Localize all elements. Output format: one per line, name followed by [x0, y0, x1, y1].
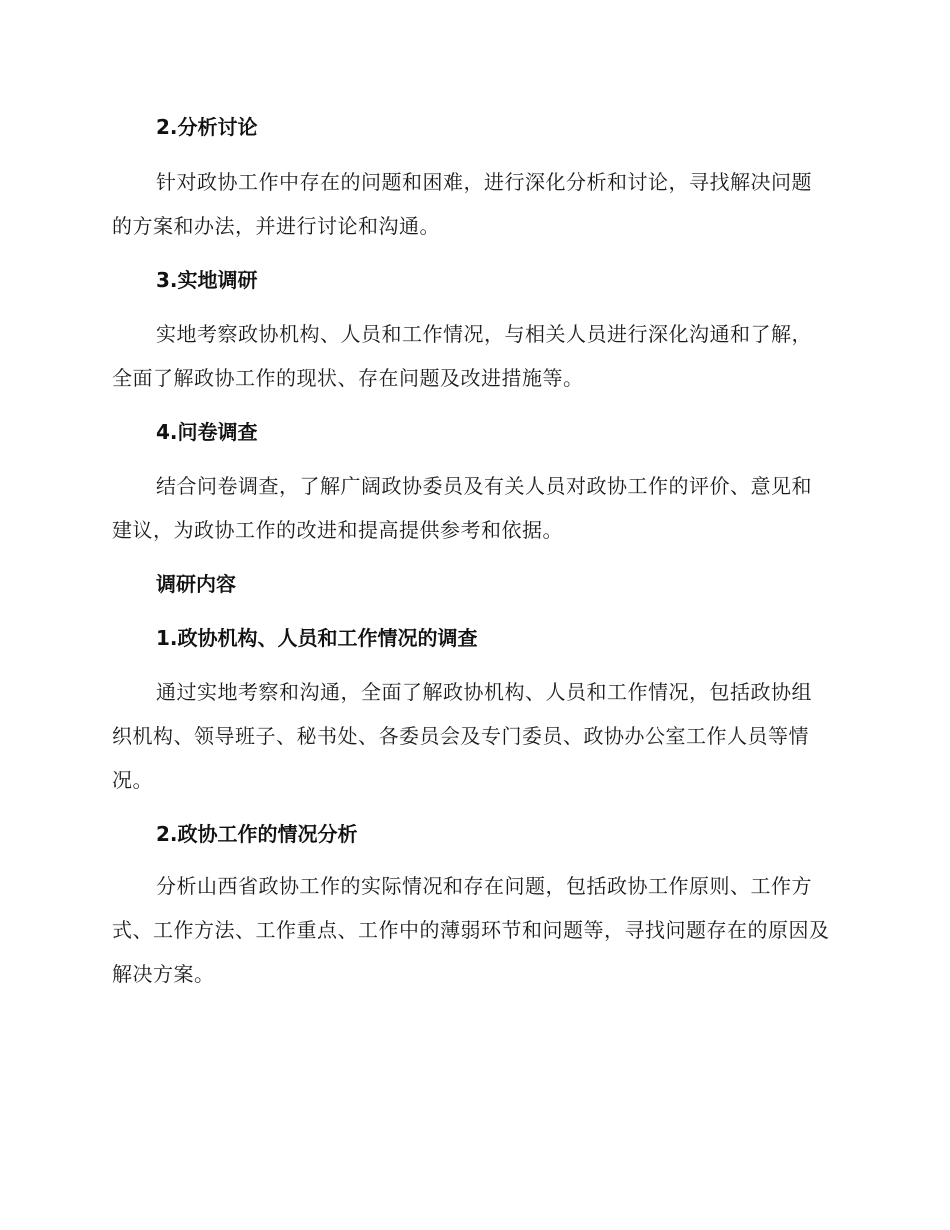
section-heading-analysis-discussion: 2.分析讨论: [156, 115, 258, 139]
section-body-work-analysis: 分析山西省政协工作的实际情况和存在问题，包括政协工作原则、工作方式、工作方法、工作重点、工作中的薄弱环节和问题等，寻找问题存在的原因及解决方案。: [112, 874, 830, 986]
section-body-questionnaire: 结合问卷调查，了解广阔政协委员及有关人员对政协工作的评价、意见和建议，为政协工作的改进和提高提供参考和依据。: [112, 474, 812, 542]
research-content-heading: 调研内容: [156, 572, 236, 596]
section-body-analysis-discussion: 针对政协工作中存在的问题和困难，进行深化分析和讨论，寻找解决问题的方案和办法，并进行讨论和沟通。: [112, 170, 812, 238]
section-body-organization-survey: 通过实地考察和沟通，全面了解政协机构、人员和工作情况，包括政协组织机构、领导班子、秘书处、各委员会及专门委员、政协办公室工作人员等情况。: [112, 680, 812, 792]
section-body-field-research: 实地考察政协机构、人员和工作情况，与相关人员进行深化沟通和了解，全面了解政协工作的现状、存在问题及改进措施等。: [112, 322, 812, 390]
section-heading-work-analysis: 2.政协工作的情况分析: [156, 822, 358, 846]
section-heading-questionnaire: 4.问卷调查: [156, 420, 258, 444]
section-heading-field-research: 3.实地调研: [156, 268, 258, 292]
section-heading-organization-survey: 1.政协机构、人员和工作情况的调查: [156, 626, 478, 650]
